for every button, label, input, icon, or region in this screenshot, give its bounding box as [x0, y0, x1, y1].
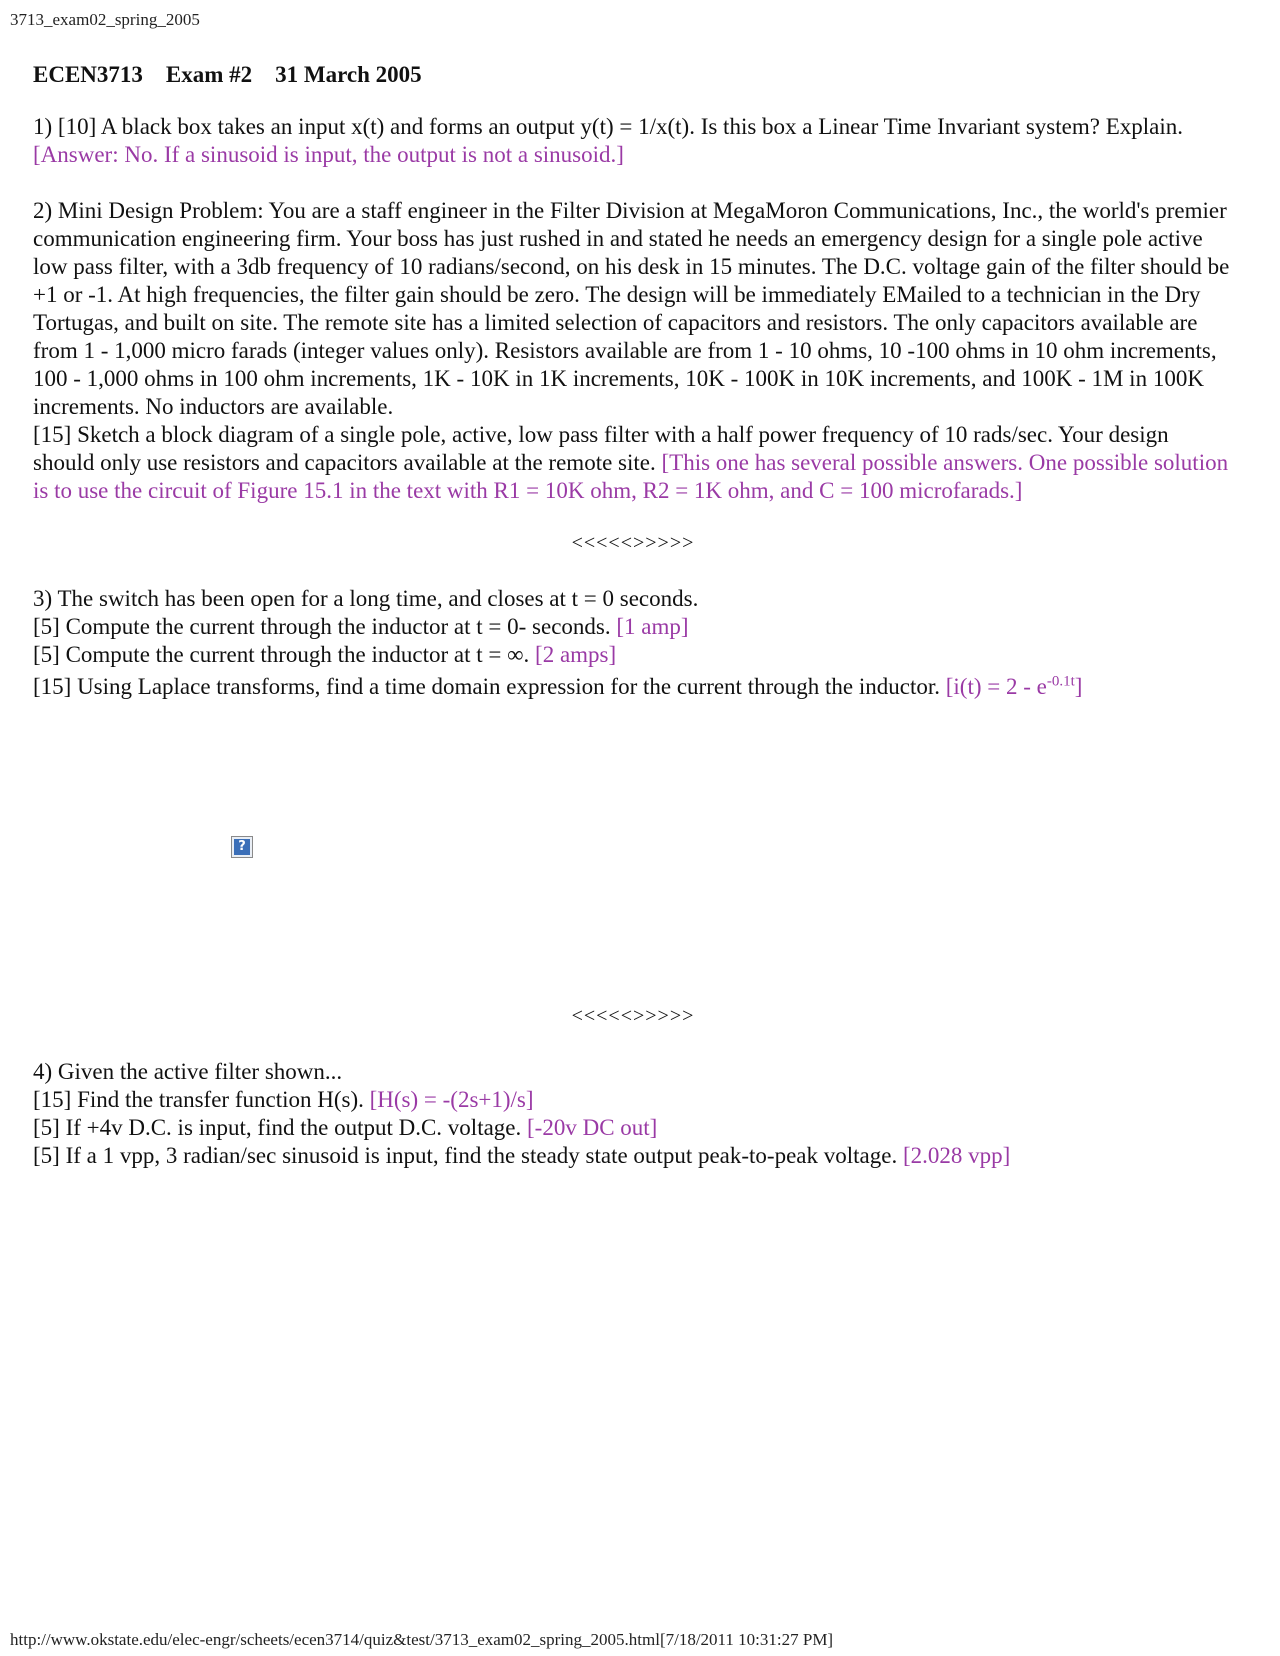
question-4-part-a-text: [15] Find the transfer function H(s). — [33, 1087, 364, 1112]
question-3-part-a-text: [5] Compute the current through the inductor at t = 0- seconds. — [33, 614, 611, 639]
question-1 — [33, 113, 1233, 169]
question-3-part-c-answer — [946, 674, 1083, 699]
question-4-intro: 4) Given the active filter shown... — [33, 1059, 343, 1084]
question-4-part-c-text: [5] If a 1 vpp, 3 radian/sec sinusoid is input, find the steady state output peak-to-peak voltage. — [33, 1143, 898, 1168]
question-2 — [33, 197, 1233, 421]
question-4 — [33, 1058, 1233, 1170]
question-4-part-b-text: [5] If +4v D.C. is input, find the output D.C. voltage. — [33, 1115, 522, 1140]
answer-end: ] — [1074, 674, 1083, 699]
question-3-part-a — [33, 613, 1233, 641]
question-3-part-c — [33, 673, 1233, 701]
page-header-filename: 3713_exam02_spring_2005 — [10, 10, 200, 29]
question-4-part-a — [33, 1086, 1233, 1114]
question-4-part-b — [33, 1114, 1233, 1142]
question-2-subtext: [15] Sketch a block diagram of a single pole, active, low pass filter with a half power frequency of 10 rads/sec. Your design should only use resistors and capacitors available at the remote site. — [33, 422, 1169, 475]
question-4-part-b-answer: [-20v DC out] — [527, 1115, 658, 1140]
answer-exponent: -0.1t — [1046, 673, 1075, 690]
answer-base: [i(t) = 2 - e — [945, 674, 1047, 699]
question-3-part-b — [33, 641, 1233, 669]
question-2-answer: [This one has several possible answers. One possible solution is to use the circuit of Figure 15.1 in the text with R1 = 10K ohm, R2 = 1K ohm, and C = 100 microfarads.] — [33, 450, 1229, 503]
broken-image-icon — [231, 836, 253, 858]
exam-content — [33, 62, 1233, 1170]
question-1-text: 1) [10] A black box takes an input x(t) and forms an output y(t) = 1/x(t). Is this box a Linear Time Invariant system? Explain. — [33, 114, 1183, 139]
question-2-part — [33, 421, 1233, 505]
question-1-answer: [Answer: No. If a sinusoid is input, the output is not a sinusoid.] — [33, 142, 624, 167]
question-3-part-a-answer: [1 amp] — [616, 614, 689, 639]
question-3-intro: 3) The switch has been open for a long time, and closes at t = 0 seconds. — [33, 586, 699, 611]
question-3 — [33, 585, 1233, 701]
exam-title: ECEN3713 Exam #2 31 March 2005 — [33, 62, 422, 87]
question-3-part-b-answer: [2 amps] — [535, 642, 617, 667]
question-mark-icon: ? — [234, 839, 250, 855]
question-4-part-a-answer: [H(s) = -(2s+1)/s] — [369, 1087, 534, 1112]
question-4-part-c-answer: [2.028 vpp] — [902, 1143, 1011, 1168]
question-3-part-b-text: [5] Compute the current through the inductor at t = ∞. — [33, 642, 530, 667]
section-divider: <<<<<>>>>> — [571, 532, 695, 554]
question-2-text: 2) Mini Design Problem: You are a staff engineer in the Filter Division at MegaMoron Communications, Inc., the world's premier communication engineering firm. Your boss has just rushed in and stated he needs an emergency design for a single pole active low pass filter, with a 3db frequency of 10 radians/second, on his desk in 15 minutes. The D.C. voltage gain of the filter should be +1 or -1. At high frequencies, the filter gain should be zero. The design will be immediately EMailed to a technician in the Dry Tortugas, and built on site. The remote site has a limited selection of capacitors and resistors. The only capacitors available are from 1 - 1,000 micro farads (integer values only). Resistors available are from 1 - 10 ohms, 10 -100 ohms in 10 ohm increments, 100 - 1,000 ohms in 100 ohm increments, 1K - 10K in 1K increments, 10K - 100K in 10K increments, and 100K - 1M in 100K increments. No inductors are available. — [33, 198, 1230, 419]
section-divider-2: <<<<<>>>>> — [571, 1005, 695, 1027]
question-3-part-c-text: [15] Using Laplace transforms, find a time domain expression for the current through the inductor. — [33, 674, 940, 699]
question-4-part-c — [33, 1142, 1233, 1170]
page-footer-url: http://www.okstate.edu/elec-engr/scheets/ecen3714/quiz&test/3713_exam02_spring_2005.html[7/18/2011 10:31:27 PM] — [10, 1630, 834, 1649]
